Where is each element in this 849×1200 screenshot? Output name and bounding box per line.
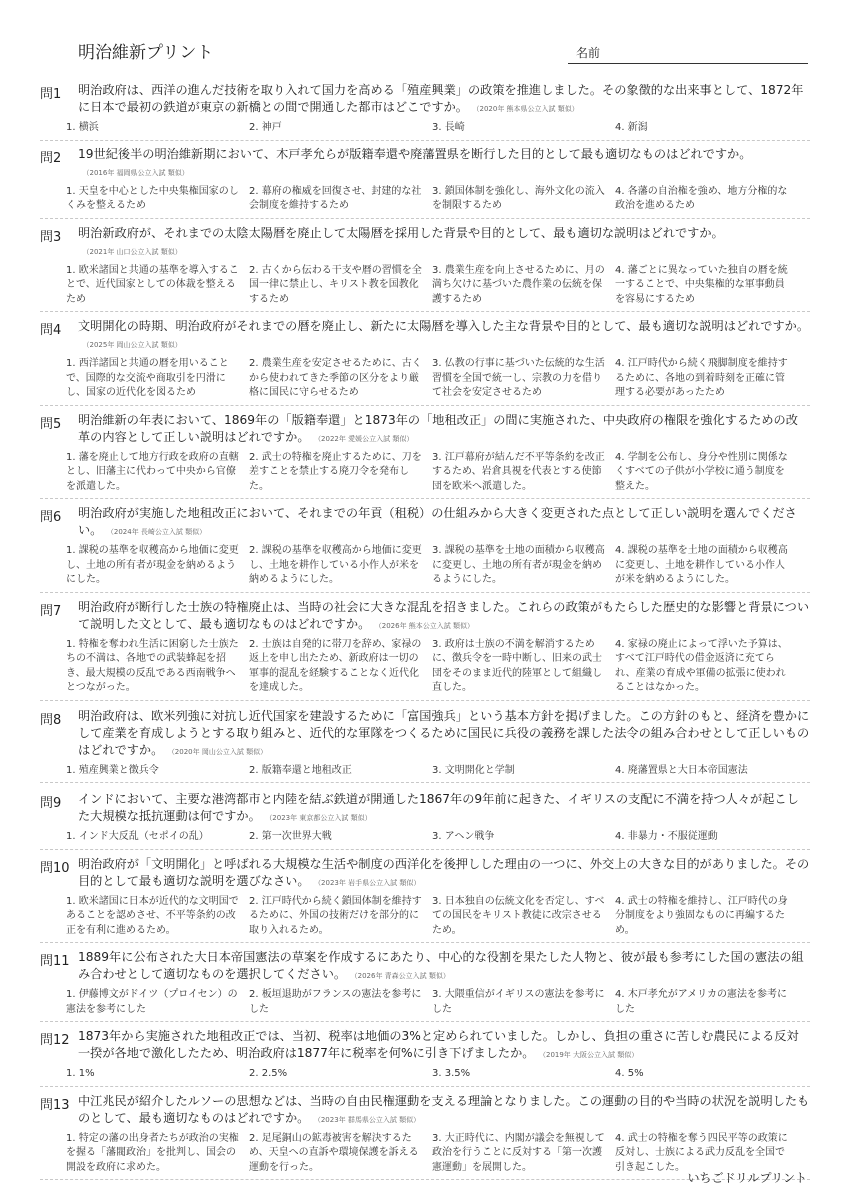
choice-2[interactable]: 2. 神戸 [249,122,282,133]
question-block [40,949,810,1022]
question-text [78,225,810,261]
question-body: インドにおいて、主要な港湾都市と内陸を結ぶ鉄道が開通した1867年の9年前に起きた、イギリスの支配に不満を持つ人々が起こした大規模な抵抗運動は何ですか。 [78,792,799,823]
question-text [78,949,810,985]
question-number: 問8 [40,712,62,728]
question-body: 明治政府は、欧米列強に対抗し近代国家を建設するために「富国強兵」という基本方針を掲げました。この方針のもと、経済を豊かにして産業を育成しようとする取り組みと、近代的な軍隊をつくるために国民に兵役の義務を課した法令の組み合わせとして正しいものはどれですか。 [78,708,810,757]
question-body: 中江兆民が紹介したルソーの思想などは、当時の自由民権運動を支える理論となりました。この運動の目的や当時の状況を説明したものとして、最も適切なものはどれですか。 [78,1093,810,1125]
question-number: 問1 [40,87,62,102]
choice-3[interactable]: 3. 政府は士族の不満を解消するために、徴兵令を一時中断し、旧来の武士団をそのまま近代的陸軍として組織し直した。 [432,638,602,693]
choice-list [66,121,810,136]
choice-1[interactable]: 1. 課税の基準を収穫高から地価に変更し、土地の所有者が現金を納めるようにした。 [66,545,239,585]
choice-list [66,264,810,308]
choice-3[interactable]: 3. 長崎 [432,122,465,133]
question-text [78,856,810,892]
question-source: （2025年 岡山公立入試 類似） [86,341,182,349]
choice-2[interactable]: 2. 板垣退助がフランスの憲法を参考にした [249,989,422,1015]
question-number: 問11 [40,954,70,969]
question-text [78,412,810,448]
choice-3[interactable]: 3. 江戸幕府が結んだ不平等条約を改正するため、岩倉具視を代表とする使節団を欧米へ派遣した。 [432,451,605,492]
choice-1[interactable]: 1. 伊藤博文がドイツ（プロイセン）の憲法を参考にした [66,989,238,1015]
question-text [78,599,810,635]
choice-2[interactable]: 2. 士族は自発的に帯刀を辞め、家禄の返上を申し出たため、新政府は一切の軍事的混乱を経験することなく近代化を達成した。 [249,638,422,693]
question-body: 明治新政府が、それまでの太陰太陽暦を廃止して太陽暦を採用した背景や目的として、最も適切な説明はどれですか。 [78,225,724,240]
question-number: 問6 [40,510,62,525]
choice-list [66,451,810,495]
question-text [78,791,810,827]
name-label: 名前 [576,46,601,60]
question-block [40,856,810,944]
question-text [78,146,810,182]
question-number: 問9 [40,796,62,811]
choice-list [66,638,810,696]
question-text [78,1028,810,1064]
choice-2[interactable]: 2. 武士の特権を廃止するために、刀を差すことを禁止する廃刀令を発布した。 [249,451,422,492]
question-block [40,1028,810,1087]
choice-4[interactable]: 4. 武士の特権を奪う四民平等の政策に反対し、士族による武力反乱を全国で引き起こした。 [615,1132,788,1173]
question-body: 1889年に公布された大日本帝国憲法の草案を作成するにあたり、中心的な役割を果たした人物と、彼が最も参考にした国の憲法の組み合わせとして適切なものを選択してください。 [78,950,804,981]
choice-4[interactable]: 4. 非暴力・不服従運動 [615,831,718,842]
question-body: 明治政府は、西洋の進んだ技術を取り入れて国力を高める「殖産興業」の政策を推進しました。その象徴的な出来事として、1872年に日本で最初の鉄道が東京の新橋との間で開通した都市はどこですか。 [78,83,804,114]
footer-brand: いちごドリルプリント [687,1171,807,1185]
choice-list [66,185,810,214]
question-number: 問4 [40,323,62,338]
choice-2[interactable]: 2. 足尾銅山の鉱毒被害を解決するため、天皇への直訴や環境保護を訴える運動を行った。 [249,1132,419,1173]
question-list [40,82,810,1180]
choice-1[interactable]: 1. 横浜 [66,122,99,133]
name-field[interactable] [568,42,808,64]
choice-2[interactable]: 2. 幕府の権威を回復させ、封建的な社会制度を維持するため [249,185,422,211]
question-source: （2026年 青森公立入試 類似） [354,972,450,980]
question-block [40,708,810,784]
question-source: （2021年 山口公立入試 類似） [86,247,182,256]
question-block [40,791,810,850]
question-body: 1873年から実施された地租改正では、当初、税率は地価の3%と定められていました。しかし、負担の重さに苦しむ農民による反対一揆が各地で激化したため、明治政府は1877年に税率を何%に引き下げましたか。 [78,1029,799,1060]
choice-1[interactable]: 1. 藩を廃止して地方行政を政府の直轄とし、旧藩主に代わって中央から官僚を派遣した。 [66,451,239,492]
question-text [78,318,810,354]
question-block [40,1093,810,1181]
choice-list [66,764,810,779]
choice-4[interactable]: 4. 江戸時代から続く飛脚制度を維持するために、各地の到着時刻を正確に管理する必要があったため [615,358,788,398]
question-text [78,708,810,761]
choice-4[interactable]: 4. 武士の特権を維持し、江戸時代の身分制度をより強固なものに再編するため。 [615,895,788,936]
choice-3[interactable]: 3. 鎖国体制を強化し、海外文化の流入を制限するため [432,185,605,211]
question-source: （2020年 熊本県公立入試 類似） [476,105,579,113]
question-block [40,146,810,219]
choice-3[interactable]: 3. 大隈重信がイギリスの憲法を参考にした [432,989,605,1015]
question-body: 明治政府が断行した士族の特権廃止は、当時の社会に大きな混乱を招きました。これらの政策がもたらした歴史的な影響と背景について説明した文として、最も適切なものはどれですか。 [78,599,810,631]
question-source: （2022年 愛媛公立入試 類似） [317,434,414,443]
choice-list [66,895,810,939]
question-body: 明治政府が実施した地租改正において、それまでの年貢（租税）の仕組みから大きく変更された点として正しい説明を選んでください。 [78,506,797,537]
choice-3[interactable]: 3. 仏教の行事に基づいた伝統的な生活習慣を全国で統一し、宗教の力を借りて社会を安定させるため [432,358,605,398]
choice-1[interactable]: 1. 西洋諸国と共通の暦を用いることで、国際的な交流や商取引を円滑にし、国家の近代化を図るため [66,358,229,398]
choice-2[interactable]: 2. 江戸時代から続く鎖国体制を維持するために、外国の技術だけを部分的に取り入れるため。 [249,895,422,936]
question-block [40,505,810,593]
choice-3[interactable]: 3. 課税の基準を土地の面積から収穫高に変更し、土地の所有者が現金を納めるようにした。 [432,545,605,585]
question-source: （2024年 長崎公立入試 類似） [110,528,207,536]
question-body: 文明開化の時期、明治政府がそれまでの暦を廃止し、新たに太陽暦を導入した主な背景や目的として、最も適切な説明はどれですか。 [78,319,810,333]
question-source: （2023年 岩手県公立入試 類似） [317,878,421,887]
question-source: （2023年 群馬県公立入試 類似） [317,1115,421,1124]
choice-2[interactable]: 2. 古くから伝わる干支や暦の習慣を全国一律に禁止し、キリスト教を国教化するため [249,264,422,305]
header [78,38,809,68]
question-text [78,1093,810,1129]
question-source: （2016年 福岡県公立入試 類似） [86,168,189,177]
question-block [40,318,810,406]
question-block [40,82,810,141]
choice-2[interactable]: 2. 農業生産を安定させるために、古くから使われてきた季節の区分をより厳格に国民に守らせるため [249,358,422,398]
choice-4[interactable]: 4. 5% [615,1068,644,1079]
choice-list [66,1067,810,1082]
choice-4[interactable]: 4. 藩ごとに異なっていた独自の暦を統一することで、中央集権的な軍事動員を容易にするため [615,264,788,305]
page-title: 明治維新プリント [78,43,214,63]
choice-1[interactable]: 1. 欧米諸国に日本が近代的な文明国であることを認めさせ、不平等条約の改正を有利に進めるため。 [66,895,239,936]
choice-3[interactable]: 3. 3.5% [432,1068,471,1079]
choice-4[interactable]: 4. 各藩の自治権を強め、地方分権的な政治を進めるため [615,185,788,211]
choice-3[interactable]: 3. 日本独自の伝統文化を否定し、すべての国民をキリスト教徒に改宗させるため。 [432,895,605,936]
choice-2[interactable]: 2. 第一次世界大戦 [249,831,332,842]
choice-3[interactable]: 3. 文明開化と学制 [432,764,515,776]
choice-1[interactable]: 1. 殖産興業と徴兵令 [66,764,159,776]
question-block [40,599,810,701]
choice-3[interactable]: 3. アヘン戦争 [432,831,495,842]
question-text [78,82,810,118]
choice-4[interactable]: 4. 木戸孝允がアメリカの憲法を参考にした [615,989,788,1015]
choice-1[interactable]: 1. 天皇を中心とした中央集権国家のしくみを整えるため [66,185,239,211]
question-body: 明治政府が「文明開化」と呼ばれる大規模な生活や制度の西洋化を後押しした理由の一つに、外交上の大きな目的がありました。その目的として最も適切な説明を選びなさい。 [78,856,810,888]
choice-4[interactable]: 4. 家禄の廃止によって浮いた予算は、すべて江戸時代の借金返済に充てられ、産業の育成や軍備の拡張に使われることはなかった。 [615,638,788,693]
question-source: （2023年 東京都公立入試 類似） [268,814,372,822]
choice-4[interactable]: 4. 課税の基準を土地の面積から収穫高に変更し、土地を耕作している小作人が米を納めるようにした。 [615,545,788,585]
question-block [40,225,810,313]
choice-1[interactable]: 1. 特定の藩の出身者たちが政治の実権を握る「藩閥政治」を批判し、国会の開設を政府に求めた。 [66,1132,239,1173]
question-number: 問13 [40,1097,70,1113]
choice-3[interactable]: 3. 大正時代に、内閣が議会を無視して政治を行うことに反対する「第一次護憲運動」を展開した。 [432,1132,605,1173]
question-body: 明治維新の年表において、1869年の「版籍奉還」と1873年の「地租改正」の間に実施された、中央政府の権限を強化するための改革の内容として正しい説明はどれですか。 [78,412,798,444]
choice-list [66,357,810,401]
choice-4[interactable]: 4. 学制を公布し、身分や性別に関係なくすべての子供が小学校に通う制度を整えた。 [615,451,788,492]
choice-1[interactable]: 1. 特権を奪われ生活に困窮した士族たちの不満は、各地での武装蜂起を招き、最大規模の反乱である西南戦争へとつながった。 [66,638,239,693]
choice-3[interactable]: 3. 農業生産を向上させるために、月の満ち欠けに基づいた農作業の伝統を保護するため [432,264,605,305]
question-number: 問5 [40,416,62,432]
choice-1[interactable]: 1. インド大反乱（セポイの乱） [66,831,209,842]
question-source: （2019年 大阪公立入試 類似） [542,1051,639,1059]
question-block [40,412,810,500]
question-source: （2020年 岡山公立入試 類似） [171,747,268,756]
choice-4[interactable]: 4. 新潟 [615,122,648,133]
question-body: 19世紀後半の明治維新期において、木戸孝允らが版籍奉還や廃藩置県を断行した目的として最も適切なものはどれですか。 [78,146,752,161]
question-number: 問12 [40,1033,70,1048]
choice-list [66,830,810,845]
choice-2[interactable]: 2. 版籍奉還と地租改正 [249,764,352,776]
choice-4[interactable]: 4. 廃藩置県と大日本帝国憲法 [615,764,748,776]
choice-list [66,544,810,588]
choice-1[interactable]: 1. 欧米諸国と共通の基準を導入することで、近代国家としての体裁を整えるため [66,264,239,305]
question-number: 問2 [40,150,62,166]
question-source: （2026年 熊本公立入試 類似） [378,621,475,630]
choice-2[interactable]: 2. 2.5% [249,1068,288,1079]
choice-2[interactable]: 2. 課税の基準を収穫高から地価に変更し、土地を耕作している小作人が米を納めるようにした。 [249,545,422,585]
question-number: 問3 [40,229,62,245]
choice-1[interactable]: 1. 1% [66,1068,95,1079]
question-number: 問7 [40,603,62,619]
question-number: 問10 [40,860,70,876]
question-text [78,505,810,541]
choice-list [66,988,810,1017]
